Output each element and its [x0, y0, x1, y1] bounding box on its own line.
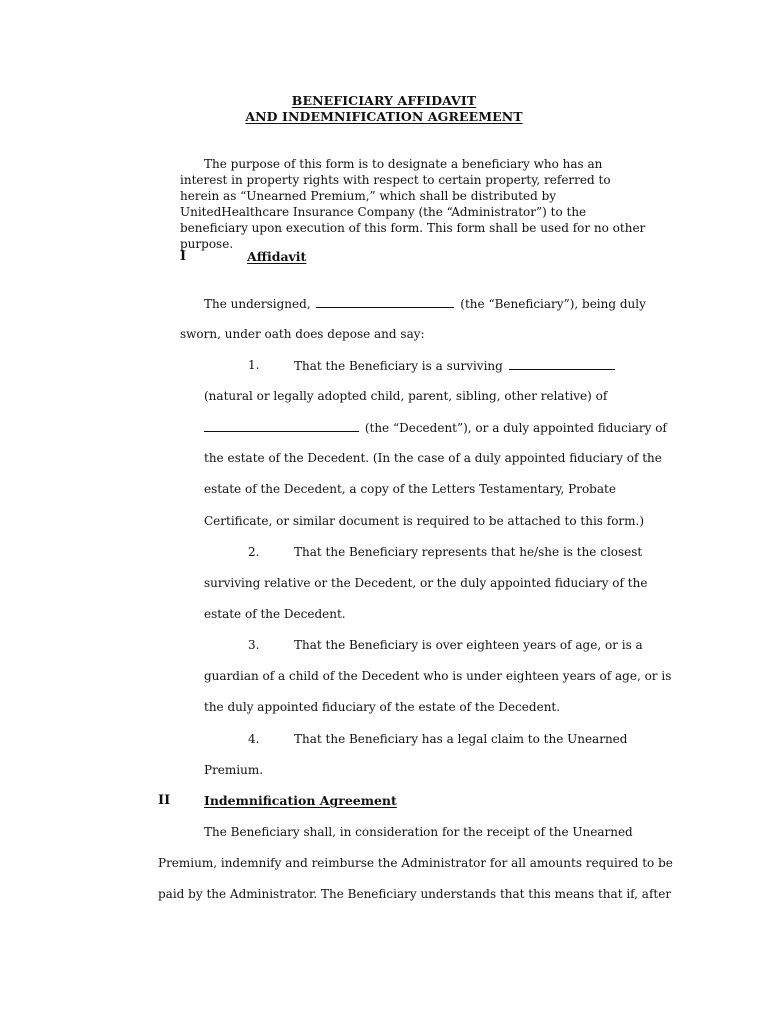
relationship-blank[interactable]	[509, 358, 615, 370]
section-1-title: Affidavit	[247, 249, 307, 264]
item-2-number: 2.	[248, 545, 260, 559]
item-1-line2: (natural or legally adopted child, parent, sibling, other relative) of	[204, 389, 608, 403]
item-3-line1: That the Beneficiary is over eighteen years of age, or is a	[294, 638, 643, 652]
item-4-number: 4.	[248, 732, 260, 746]
affidavit-intro-line2: sworn, under oath does depose and say:	[180, 327, 425, 341]
item-2-line1: That the Beneficiary represents that he/she is the closest	[294, 545, 643, 559]
document-title-line2: AND INDEMNIFICATION AGREEMENT	[245, 109, 523, 124]
beneficiary-name-blank[interactable]	[316, 296, 454, 308]
item-3-line2: guardian of a child of the Decedent who is under eighteen years of age, or is	[204, 669, 672, 683]
section-2-number: II	[158, 793, 171, 808]
item-1-line1: That the Beneficiary is a surviving	[294, 358, 617, 373]
item-3-line3: the duly appointed fiduciary of the estate of the Decedent.	[204, 700, 561, 714]
indemnification-line3: paid by the Administrator. The Beneficiary understands that this means that if, after	[158, 887, 672, 901]
item-1-line4: the estate of the Decedent. (In the case of a duly appointed fiduciary of the	[204, 451, 662, 465]
indemnification-line2: Premium, indemnify and reimburse the Administrator for all amounts required to be	[158, 856, 673, 870]
item-4-line2: Premium.	[204, 763, 264, 777]
affidavit-intro-line1: The undersigned, (the “Beneficiary”), being duly	[204, 297, 646, 311]
document-title-line1: BENEFICIARY AFFIDAVIT	[291, 93, 477, 108]
section-2-title: Indemnification Agreement	[204, 793, 397, 808]
item-1-line6: Certificate, or similar document is required to be attached to this form.)	[204, 514, 645, 528]
item-1-number: 1.	[248, 358, 260, 372]
section-1-number: I	[180, 249, 187, 264]
item-2-line3: estate of the Decedent.	[204, 607, 346, 621]
item-4-line1: That the Beneficiary has a legal claim to the Unearned	[294, 732, 628, 746]
item-1-line3: (the “Decedent”), or a duly appointed fiduciary of	[204, 420, 667, 435]
decedent-name-blank[interactable]	[204, 420, 359, 432]
item-3-number: 3.	[248, 638, 260, 652]
purpose-paragraph: The purpose of this form is to designate a beneficiary who has an interest in property rights with respect to certain property, referred to herein as “Unearned Premium,” which shall be distributed by UnitedHealthcare Insurance Company (the “Administrator”) to the beneficiary upon execution of this form. This form shall be used for no other purpose.	[180, 157, 646, 251]
item-1-line5: estate of the Decedent, a copy of the Letters Testamentary, Probate	[204, 482, 616, 496]
indemnification-line1: The Beneficiary shall, in consideration for the receipt of the Unearned	[204, 825, 633, 839]
item-2-line2: surviving relative or the Decedent, or the duly appointed fiduciary of the	[204, 576, 648, 590]
